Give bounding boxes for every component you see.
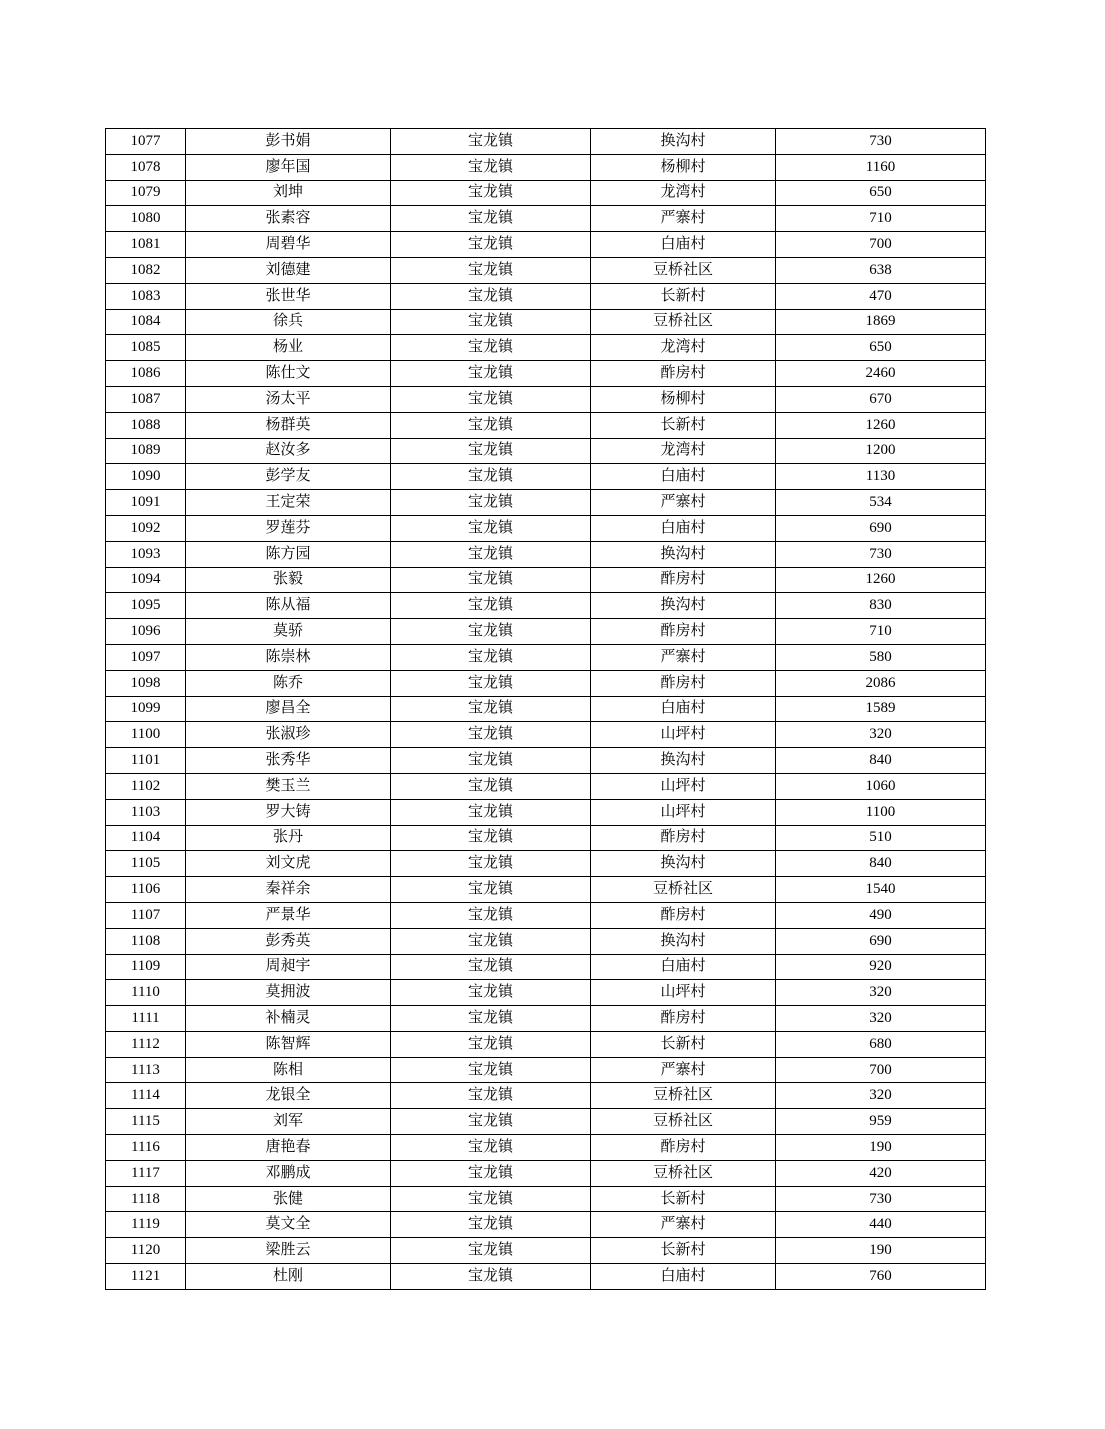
village-cell: 酢房村: [591, 1135, 776, 1161]
row-id-cell: 1115: [106, 1109, 186, 1135]
table-row: [106, 335, 986, 361]
amount-cell: 2086: [776, 670, 986, 696]
village-cell: 山坪村: [591, 722, 776, 748]
amount-cell: 638: [776, 257, 986, 283]
row-id-cell: 1092: [106, 515, 186, 541]
roster-table: [105, 128, 986, 1290]
person-name-cell: 张丹: [186, 825, 391, 851]
amount-cell: 730: [776, 541, 986, 567]
table-row: [106, 567, 986, 593]
town-cell: 宝龙镇: [391, 954, 591, 980]
amount-cell: 470: [776, 283, 986, 309]
town-cell: 宝龙镇: [391, 799, 591, 825]
row-id-cell: 1096: [106, 619, 186, 645]
person-name-cell: 张素容: [186, 206, 391, 232]
town-cell: 宝龙镇: [391, 257, 591, 283]
amount-cell: 700: [776, 232, 986, 258]
town-cell: 宝龙镇: [391, 748, 591, 774]
row-id-cell: 1111: [106, 1006, 186, 1032]
table-row: [106, 696, 986, 722]
village-cell: 长新村: [591, 1238, 776, 1264]
table-row: [106, 670, 986, 696]
town-cell: 宝龙镇: [391, 696, 591, 722]
amount-cell: 920: [776, 954, 986, 980]
amount-cell: 1260: [776, 567, 986, 593]
table-row: [106, 644, 986, 670]
village-cell: 豆桥社区: [591, 1109, 776, 1135]
row-id-cell: 1086: [106, 361, 186, 387]
table-row: [106, 464, 986, 490]
town-cell: 宝龙镇: [391, 515, 591, 541]
row-id-cell: 1088: [106, 412, 186, 438]
village-cell: 酢房村: [591, 670, 776, 696]
amount-cell: 730: [776, 1186, 986, 1212]
row-id-cell: 1108: [106, 928, 186, 954]
village-cell: 豆桥社区: [591, 309, 776, 335]
town-cell: 宝龙镇: [391, 1212, 591, 1238]
town-cell: 宝龙镇: [391, 335, 591, 361]
table-body: [106, 129, 986, 1290]
village-cell: 换沟村: [591, 541, 776, 567]
person-name-cell: 刘坤: [186, 180, 391, 206]
row-id-cell: 1078: [106, 154, 186, 180]
table-row: [106, 1083, 986, 1109]
row-id-cell: 1095: [106, 593, 186, 619]
village-cell: 换沟村: [591, 851, 776, 877]
table-row: [106, 902, 986, 928]
village-cell: 龙湾村: [591, 180, 776, 206]
town-cell: 宝龙镇: [391, 825, 591, 851]
person-name-cell: 补楠灵: [186, 1006, 391, 1032]
person-name-cell: 张淑珍: [186, 722, 391, 748]
table-row: [106, 541, 986, 567]
amount-cell: 1869: [776, 309, 986, 335]
town-cell: 宝龙镇: [391, 670, 591, 696]
town-cell: 宝龙镇: [391, 1057, 591, 1083]
village-cell: 酢房村: [591, 825, 776, 851]
table-row: [106, 825, 986, 851]
person-name-cell: 梁胜云: [186, 1238, 391, 1264]
amount-cell: 710: [776, 206, 986, 232]
amount-cell: 1540: [776, 877, 986, 903]
village-cell: 白庙村: [591, 954, 776, 980]
town-cell: 宝龙镇: [391, 490, 591, 516]
town-cell: 宝龙镇: [391, 438, 591, 464]
row-id-cell: 1103: [106, 799, 186, 825]
amount-cell: 690: [776, 515, 986, 541]
row-id-cell: 1112: [106, 1031, 186, 1057]
person-name-cell: 陈智辉: [186, 1031, 391, 1057]
person-name-cell: 张秀华: [186, 748, 391, 774]
village-cell: 换沟村: [591, 928, 776, 954]
amount-cell: 320: [776, 1006, 986, 1032]
town-cell: 宝龙镇: [391, 1083, 591, 1109]
village-cell: 杨柳村: [591, 386, 776, 412]
amount-cell: 830: [776, 593, 986, 619]
amount-cell: 490: [776, 902, 986, 928]
row-id-cell: 1087: [106, 386, 186, 412]
village-cell: 换沟村: [591, 593, 776, 619]
amount-cell: 840: [776, 748, 986, 774]
town-cell: 宝龙镇: [391, 1006, 591, 1032]
town-cell: 宝龙镇: [391, 541, 591, 567]
village-cell: 酢房村: [591, 902, 776, 928]
amount-cell: 700: [776, 1057, 986, 1083]
table-row: [106, 283, 986, 309]
amount-cell: 440: [776, 1212, 986, 1238]
person-name-cell: 彭秀英: [186, 928, 391, 954]
town-cell: 宝龙镇: [391, 283, 591, 309]
amount-cell: 510: [776, 825, 986, 851]
amount-cell: 1200: [776, 438, 986, 464]
person-name-cell: 徐兵: [186, 309, 391, 335]
village-cell: 换沟村: [591, 748, 776, 774]
table-row: [106, 1160, 986, 1186]
town-cell: 宝龙镇: [391, 644, 591, 670]
amount-cell: 1160: [776, 154, 986, 180]
village-cell: 白庙村: [591, 232, 776, 258]
town-cell: 宝龙镇: [391, 361, 591, 387]
person-name-cell: 彭书娟: [186, 129, 391, 155]
town-cell: 宝龙镇: [391, 180, 591, 206]
person-name-cell: 赵汝多: [186, 438, 391, 464]
table-row: [106, 928, 986, 954]
row-id-cell: 1094: [106, 567, 186, 593]
row-id-cell: 1107: [106, 902, 186, 928]
village-cell: 长新村: [591, 283, 776, 309]
row-id-cell: 1100: [106, 722, 186, 748]
town-cell: 宝龙镇: [391, 1238, 591, 1264]
person-name-cell: 彭学友: [186, 464, 391, 490]
person-name-cell: 龙银全: [186, 1083, 391, 1109]
table-row: [106, 180, 986, 206]
table-row: [106, 206, 986, 232]
row-id-cell: 1097: [106, 644, 186, 670]
village-cell: 龙湾村: [591, 335, 776, 361]
person-name-cell: 樊玉兰: [186, 773, 391, 799]
person-name-cell: 杜刚: [186, 1264, 391, 1290]
row-id-cell: 1084: [106, 309, 186, 335]
person-name-cell: 陈乔: [186, 670, 391, 696]
person-name-cell: 王定荣: [186, 490, 391, 516]
person-name-cell: 陈从福: [186, 593, 391, 619]
town-cell: 宝龙镇: [391, 154, 591, 180]
table-row: [106, 309, 986, 335]
person-name-cell: 张世华: [186, 283, 391, 309]
village-cell: 酢房村: [591, 1006, 776, 1032]
row-id-cell: 1079: [106, 180, 186, 206]
row-id-cell: 1089: [106, 438, 186, 464]
village-cell: 白庙村: [591, 464, 776, 490]
row-id-cell: 1119: [106, 1212, 186, 1238]
person-name-cell: 刘文虎: [186, 851, 391, 877]
town-cell: 宝龙镇: [391, 567, 591, 593]
table-row: [106, 412, 986, 438]
row-id-cell: 1083: [106, 283, 186, 309]
table-row: [106, 1135, 986, 1161]
amount-cell: 320: [776, 722, 986, 748]
table-row: [106, 361, 986, 387]
village-cell: 严寨村: [591, 206, 776, 232]
village-cell: 酢房村: [591, 361, 776, 387]
table-row: [106, 593, 986, 619]
village-cell: 严寨村: [591, 490, 776, 516]
row-id-cell: 1116: [106, 1135, 186, 1161]
amount-cell: 680: [776, 1031, 986, 1057]
person-name-cell: 张健: [186, 1186, 391, 1212]
table-row: [106, 490, 986, 516]
town-cell: 宝龙镇: [391, 928, 591, 954]
person-name-cell: 周碧华: [186, 232, 391, 258]
village-cell: 白庙村: [591, 515, 776, 541]
village-cell: 豆桥社区: [591, 877, 776, 903]
amount-cell: 1130: [776, 464, 986, 490]
person-name-cell: 汤太平: [186, 386, 391, 412]
town-cell: 宝龙镇: [391, 129, 591, 155]
row-id-cell: 1099: [106, 696, 186, 722]
town-cell: 宝龙镇: [391, 412, 591, 438]
table-row: [106, 1057, 986, 1083]
person-name-cell: 刘军: [186, 1109, 391, 1135]
amount-cell: 320: [776, 980, 986, 1006]
amount-cell: 1100: [776, 799, 986, 825]
person-name-cell: 严景华: [186, 902, 391, 928]
town-cell: 宝龙镇: [391, 877, 591, 903]
row-id-cell: 1110: [106, 980, 186, 1006]
amount-cell: 320: [776, 1083, 986, 1109]
village-cell: 酢房村: [591, 567, 776, 593]
town-cell: 宝龙镇: [391, 1109, 591, 1135]
amount-cell: 580: [776, 644, 986, 670]
row-id-cell: 1121: [106, 1264, 186, 1290]
town-cell: 宝龙镇: [391, 1186, 591, 1212]
person-name-cell: 杨群英: [186, 412, 391, 438]
row-id-cell: 1104: [106, 825, 186, 851]
row-id-cell: 1102: [106, 773, 186, 799]
table-row: [106, 1186, 986, 1212]
village-cell: 豆桥社区: [591, 1160, 776, 1186]
amount-cell: 534: [776, 490, 986, 516]
town-cell: 宝龙镇: [391, 1135, 591, 1161]
row-id-cell: 1082: [106, 257, 186, 283]
town-cell: 宝龙镇: [391, 980, 591, 1006]
table-row: [106, 129, 986, 155]
town-cell: 宝龙镇: [391, 722, 591, 748]
table-row: [106, 1238, 986, 1264]
person-name-cell: 莫拥波: [186, 980, 391, 1006]
person-name-cell: 陈方园: [186, 541, 391, 567]
village-cell: 豆桥社区: [591, 1083, 776, 1109]
person-name-cell: 刘德建: [186, 257, 391, 283]
person-name-cell: 廖年国: [186, 154, 391, 180]
village-cell: 酢房村: [591, 619, 776, 645]
table-row: [106, 980, 986, 1006]
town-cell: 宝龙镇: [391, 1160, 591, 1186]
person-name-cell: 杨业: [186, 335, 391, 361]
person-name-cell: 莫文全: [186, 1212, 391, 1238]
town-cell: 宝龙镇: [391, 232, 591, 258]
table-row: [106, 438, 986, 464]
village-cell: 白庙村: [591, 696, 776, 722]
village-cell: 白庙村: [591, 1264, 776, 1290]
row-id-cell: 1120: [106, 1238, 186, 1264]
row-id-cell: 1077: [106, 129, 186, 155]
row-id-cell: 1081: [106, 232, 186, 258]
table-row: [106, 515, 986, 541]
table-row: [106, 257, 986, 283]
table-row: [106, 386, 986, 412]
row-id-cell: 1106: [106, 877, 186, 903]
row-id-cell: 1101: [106, 748, 186, 774]
table-row: [106, 619, 986, 645]
table-row: [106, 877, 986, 903]
town-cell: 宝龙镇: [391, 619, 591, 645]
village-cell: 豆桥社区: [591, 257, 776, 283]
row-id-cell: 1098: [106, 670, 186, 696]
row-id-cell: 1085: [106, 335, 186, 361]
row-id-cell: 1118: [106, 1186, 186, 1212]
amount-cell: 730: [776, 129, 986, 155]
amount-cell: 1060: [776, 773, 986, 799]
table-row: [106, 1212, 986, 1238]
village-cell: 山坪村: [591, 773, 776, 799]
row-id-cell: 1117: [106, 1160, 186, 1186]
row-id-cell: 1113: [106, 1057, 186, 1083]
table-row: [106, 799, 986, 825]
town-cell: 宝龙镇: [391, 902, 591, 928]
amount-cell: 650: [776, 180, 986, 206]
town-cell: 宝龙镇: [391, 206, 591, 232]
person-name-cell: 罗大铸: [186, 799, 391, 825]
person-name-cell: 周昶宇: [186, 954, 391, 980]
person-name-cell: 陈相: [186, 1057, 391, 1083]
table-row: [106, 954, 986, 980]
table-row: [106, 1264, 986, 1290]
town-cell: 宝龙镇: [391, 773, 591, 799]
village-cell: 严寨村: [591, 1057, 776, 1083]
row-id-cell: 1080: [106, 206, 186, 232]
town-cell: 宝龙镇: [391, 464, 591, 490]
person-name-cell: 莫骄: [186, 619, 391, 645]
town-cell: 宝龙镇: [391, 309, 591, 335]
amount-cell: 690: [776, 928, 986, 954]
table-row: [106, 154, 986, 180]
village-cell: 换沟村: [591, 129, 776, 155]
amount-cell: 760: [776, 1264, 986, 1290]
table-row: [106, 773, 986, 799]
person-name-cell: 唐艳春: [186, 1135, 391, 1161]
village-cell: 长新村: [591, 1186, 776, 1212]
amount-cell: 1589: [776, 696, 986, 722]
row-id-cell: 1093: [106, 541, 186, 567]
town-cell: 宝龙镇: [391, 593, 591, 619]
row-id-cell: 1091: [106, 490, 186, 516]
town-cell: 宝龙镇: [391, 386, 591, 412]
amount-cell: 420: [776, 1160, 986, 1186]
village-cell: 山坪村: [591, 980, 776, 1006]
person-name-cell: 罗莲芬: [186, 515, 391, 541]
row-id-cell: 1114: [106, 1083, 186, 1109]
amount-cell: 1260: [776, 412, 986, 438]
table-row: [106, 232, 986, 258]
person-name-cell: 廖昌全: [186, 696, 391, 722]
town-cell: 宝龙镇: [391, 851, 591, 877]
amount-cell: 710: [776, 619, 986, 645]
amount-cell: 2460: [776, 361, 986, 387]
village-cell: 杨柳村: [591, 154, 776, 180]
village-cell: 山坪村: [591, 799, 776, 825]
town-cell: 宝龙镇: [391, 1264, 591, 1290]
table-row: [106, 1109, 986, 1135]
amount-cell: 650: [776, 335, 986, 361]
table-row: [106, 1006, 986, 1032]
table-row: [106, 722, 986, 748]
person-name-cell: 陈仕文: [186, 361, 391, 387]
table-row: [106, 851, 986, 877]
town-cell: 宝龙镇: [391, 1031, 591, 1057]
amount-cell: 840: [776, 851, 986, 877]
amount-cell: 670: [776, 386, 986, 412]
amount-cell: 959: [776, 1109, 986, 1135]
village-cell: 长新村: [591, 412, 776, 438]
amount-cell: 190: [776, 1238, 986, 1264]
amount-cell: 190: [776, 1135, 986, 1161]
village-cell: 长新村: [591, 1031, 776, 1057]
row-id-cell: 1090: [106, 464, 186, 490]
village-cell: 严寨村: [591, 644, 776, 670]
village-cell: 龙湾村: [591, 438, 776, 464]
village-cell: 严寨村: [591, 1212, 776, 1238]
row-id-cell: 1109: [106, 954, 186, 980]
person-name-cell: 张毅: [186, 567, 391, 593]
table-row: [106, 748, 986, 774]
person-name-cell: 邓鹏成: [186, 1160, 391, 1186]
row-id-cell: 1105: [106, 851, 186, 877]
person-name-cell: 陈崇林: [186, 644, 391, 670]
person-name-cell: 秦祥余: [186, 877, 391, 903]
table-row: [106, 1031, 986, 1057]
